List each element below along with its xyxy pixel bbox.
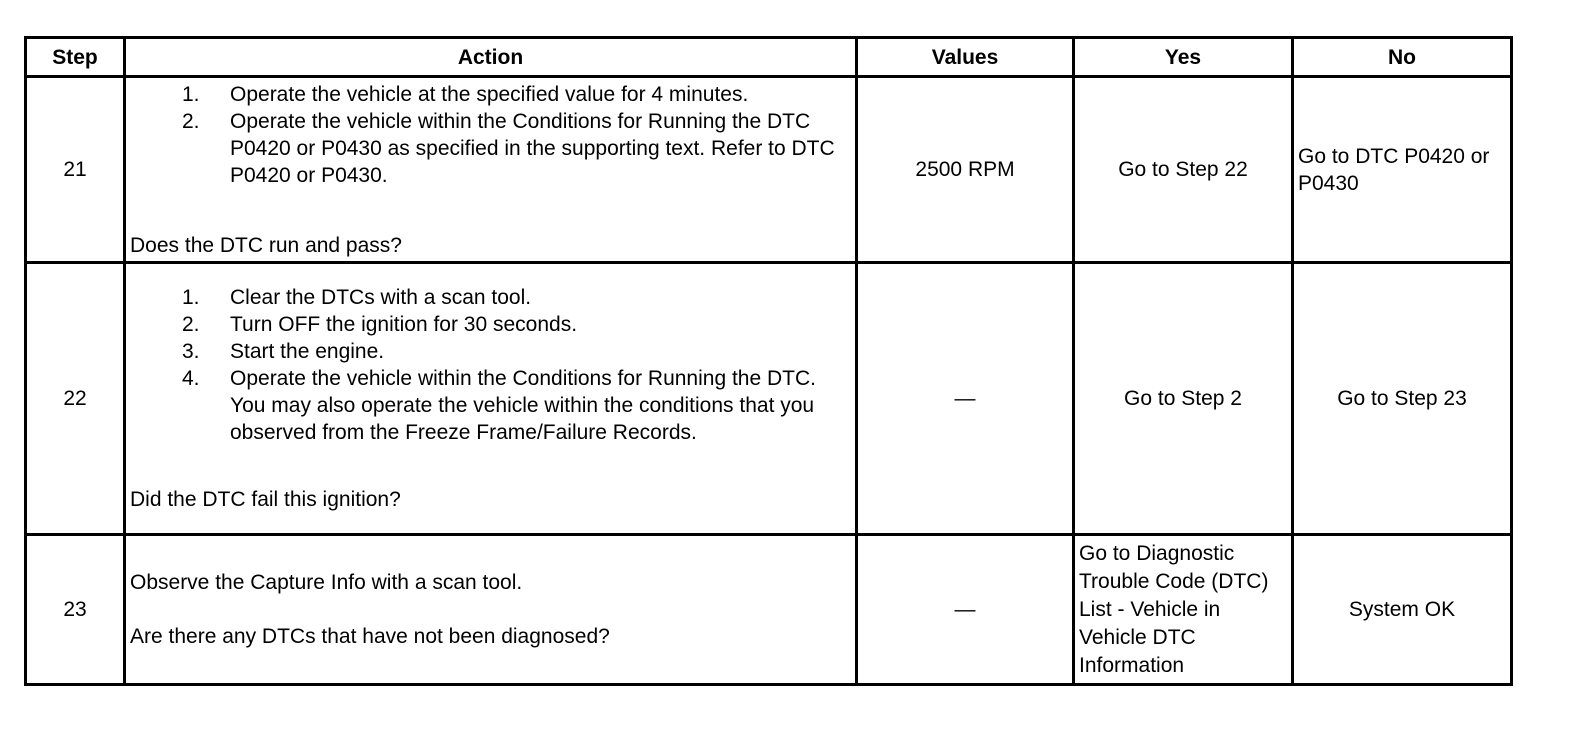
table-row-21 <box>26 77 1512 263</box>
no-link[interactable]: Go to Step 23 <box>1293 263 1512 535</box>
yes-link[interactable]: Go to Step 2 <box>1074 263 1293 535</box>
step-number: 21 <box>26 77 125 263</box>
header-action: Action <box>125 38 857 77</box>
yes-link[interactable]: Go to Diagnostic Trouble Code (DTC) List - Vehicle in Vehicle DTC Information <box>1074 535 1293 685</box>
table-row-23 <box>26 535 1512 685</box>
values-cell: 2500 RPM <box>857 77 1074 263</box>
action-cell <box>125 535 857 685</box>
list-item: 1. Operate the vehicle at the specified value for 4 minutes. <box>182 82 749 106</box>
yes-link[interactable]: Go to Step 22 <box>1074 77 1293 263</box>
action-cell <box>125 77 857 263</box>
header-values: Values <box>857 38 1074 77</box>
step-number: 23 <box>26 535 125 685</box>
action-question: Did the DTC fail this ignition? <box>130 488 401 511</box>
values-cell: — <box>857 263 1074 535</box>
list-item: 2. Operate the vehicle within the Conditions for Running the DTC P0420 or P0430 as specified in the supporting text. Refer to DTC P0420 or P0430. <box>182 109 835 187</box>
action-question: Are there any DTCs that have not been diagnosed? <box>130 625 610 648</box>
diagnostic-table <box>24 36 1513 686</box>
table-row-22 <box>26 263 1512 535</box>
action-instruction: Observe the Capture Info with a scan tool. <box>130 571 523 594</box>
header-row <box>26 38 1512 77</box>
header-step: Step <box>26 38 125 77</box>
list-item: 3. Start the engine. <box>182 340 385 363</box>
action-question: Does the DTC run and pass? <box>130 233 402 257</box>
no-link[interactable]: System OK <box>1293 535 1512 685</box>
action-steps-list <box>130 284 851 446</box>
action-steps-list <box>130 81 851 189</box>
action-cell <box>125 263 857 535</box>
values-cell: — <box>857 535 1074 685</box>
header-yes: Yes <box>1074 38 1293 77</box>
header-no: No <box>1293 38 1512 77</box>
step-number: 22 <box>26 263 125 535</box>
list-item: 4. Operate the vehicle within the Conditions for Running the DTC. You may also operate the vehicle within the conditions that you observed from the Freeze Frame/Failure Records. <box>182 367 816 444</box>
list-item: 2. Turn OFF the ignition for 30 seconds. <box>182 313 578 336</box>
no-link[interactable]: Go to DTC P0420 or P0430 <box>1293 77 1512 263</box>
list-item: 1. Clear the DTCs with a scan tool. <box>182 286 532 309</box>
